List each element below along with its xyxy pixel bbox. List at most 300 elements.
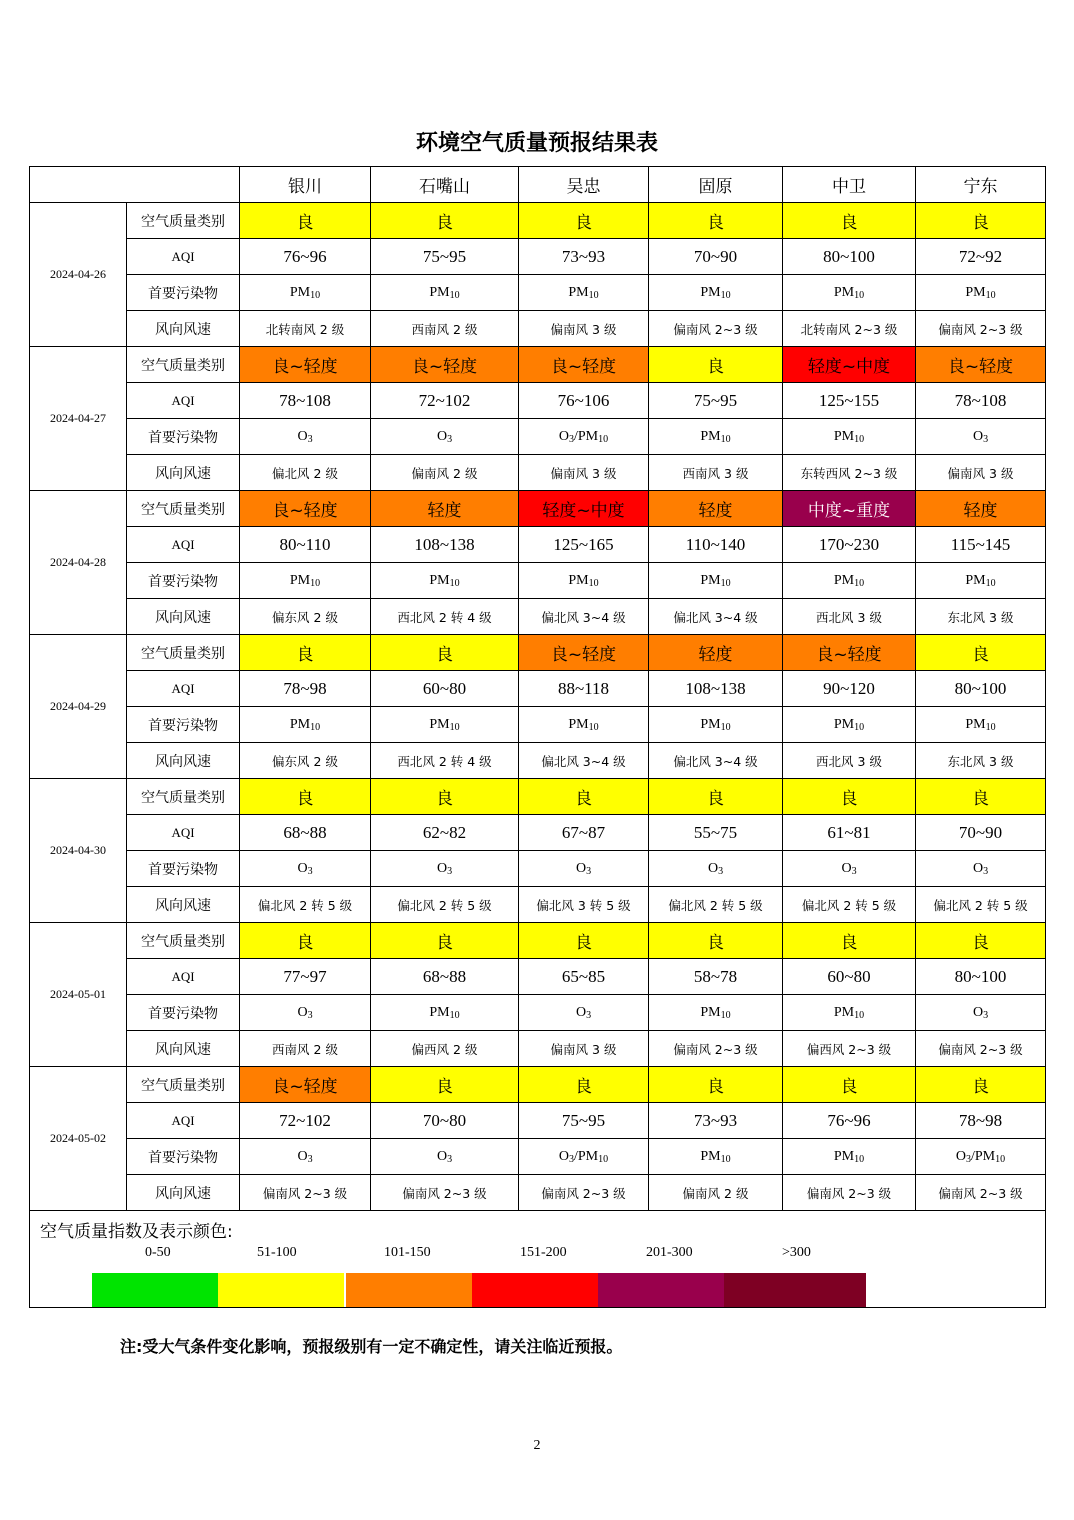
pollutant-cell xyxy=(519,995,649,1031)
pollutant-subscript: 10 xyxy=(449,721,460,733)
row-label: 首要污染物 xyxy=(127,275,240,311)
city-header: 中卫 xyxy=(783,167,916,203)
pollutant-cell xyxy=(649,707,783,743)
aq-category-cell: 良 xyxy=(783,1067,916,1103)
pollutant-text: O xyxy=(558,428,569,444)
pollutant-text: PM xyxy=(289,284,311,300)
aq-category-cell: 良~轻度 xyxy=(519,347,649,383)
pollutant-cell xyxy=(783,1139,916,1175)
aqi-cell: 75~95 xyxy=(649,383,783,419)
wind-cell: 东转西风 2~3 级 xyxy=(783,455,916,491)
row-label: 空气质量类别 xyxy=(127,347,240,383)
pollutant-subscript: 3 xyxy=(851,865,857,877)
aq-category-cell: 良~轻度 xyxy=(240,347,371,383)
day-row-category xyxy=(30,635,1046,671)
aq-category-cell: 良 xyxy=(371,203,519,239)
pollutant-text: O xyxy=(297,1148,308,1164)
pollutant-text: PM xyxy=(429,1004,450,1020)
pollutant-text: PM xyxy=(833,1148,855,1164)
wind-cell: 偏南风 2~3 级 xyxy=(519,1175,649,1211)
aqi-cell: 125~155 xyxy=(783,383,916,419)
aq-category-cell: 良 xyxy=(371,635,519,671)
legend-title: 空气质量指数及表示颜色: xyxy=(40,1222,233,1242)
wind-cell: 偏北风 2 级 xyxy=(240,455,371,491)
pollutant-cell xyxy=(649,275,783,311)
aqi-cell: 110~140 xyxy=(649,527,783,563)
pollutant-text: O xyxy=(972,860,984,876)
day-row-wind xyxy=(30,1175,1046,1211)
wind-cell: 东北风 3 级 xyxy=(916,743,1046,779)
pollutant-cell xyxy=(649,1139,783,1175)
pollutant-cell xyxy=(240,995,371,1031)
aqi-cell: 68~88 xyxy=(371,959,519,995)
pollutant-text: O xyxy=(436,860,448,876)
aq-category-cell: 良~轻度 xyxy=(783,635,916,671)
aqi-cell: 80~110 xyxy=(240,527,371,563)
pollutant-text: /PM xyxy=(574,1148,599,1164)
date-cell: 2024-04-26 xyxy=(30,203,127,347)
row-label: 空气质量类别 xyxy=(127,779,240,815)
pollutant-text: PM xyxy=(833,572,855,588)
aq-category-cell: 良 xyxy=(649,1067,783,1103)
row-label: AQI xyxy=(127,1103,240,1139)
city-header: 石嘴山 xyxy=(371,167,519,203)
pollutant-cell xyxy=(519,1139,649,1175)
legend-color-swatch xyxy=(598,1273,724,1307)
pollutant-subscript: 3 xyxy=(983,865,989,877)
aq-category-cell: 良 xyxy=(916,779,1046,815)
legend-color-swatch xyxy=(218,1273,344,1307)
pollutant-cell xyxy=(371,995,519,1031)
row-label: 风向风速 xyxy=(127,743,240,779)
day-row-wind xyxy=(30,455,1046,491)
wind-cell: 偏南风 2~3 级 xyxy=(240,1175,371,1211)
aqi-cell: 58~78 xyxy=(649,959,783,995)
row-label: 首要污染物 xyxy=(127,419,240,455)
pollutant-cell xyxy=(649,851,783,887)
legend-range-label: >300 xyxy=(782,1245,811,1260)
pollutant-text: O xyxy=(972,428,984,444)
forecast-note: 注:受大气条件变化影响，预报级别有一定不确定性，请关注临近预报。 xyxy=(120,1337,623,1356)
pollutant-text: O xyxy=(575,860,587,876)
aq-category-cell: 轻度 xyxy=(649,491,783,527)
pollutant-cell xyxy=(783,419,916,455)
city-header: 宁东 xyxy=(916,167,1046,203)
aqi-cell: 72~102 xyxy=(240,1103,371,1139)
wind-cell: 偏北风 3~4 级 xyxy=(649,599,783,635)
pollutant-text: O xyxy=(297,428,308,444)
wind-cell: 偏南风 2 级 xyxy=(649,1175,783,1211)
pollutant-text: O xyxy=(575,1004,587,1020)
pollutant-text: O xyxy=(955,1148,966,1164)
day-row-category xyxy=(30,923,1046,959)
pollutant-subscript: 3 xyxy=(586,1009,592,1021)
aq-category-cell: 轻度 xyxy=(371,491,519,527)
aqi-cell: 73~93 xyxy=(649,1103,783,1139)
pollutant-text: O xyxy=(972,1004,984,1020)
pollutant-text: PM xyxy=(700,716,721,732)
legend-row xyxy=(30,1211,1046,1308)
pollutant-subscript: 10 xyxy=(598,1153,609,1165)
legend-color-swatch xyxy=(92,1273,218,1307)
row-label: 首要污染物 xyxy=(127,1139,240,1175)
aqi-cell: 60~80 xyxy=(783,959,916,995)
pollutant-text: O xyxy=(707,860,719,876)
pollutant-text: PM xyxy=(965,716,986,732)
pollutant-subscript: 10 xyxy=(854,577,865,589)
aqi-cell: 76~96 xyxy=(240,239,371,275)
pollutant-subscript: 3 xyxy=(983,433,989,445)
pollutant-cell xyxy=(519,851,649,887)
row-label: 首要污染物 xyxy=(127,707,240,743)
pollutant-text: /PM xyxy=(574,428,599,444)
aqi-cell: 61~81 xyxy=(783,815,916,851)
row-label: 风向风速 xyxy=(127,599,240,635)
pollutant-subscript: 10 xyxy=(588,577,599,589)
city-header: 固原 xyxy=(649,167,783,203)
pollutant-text: PM xyxy=(700,428,721,444)
pollutant-cell xyxy=(371,1139,519,1175)
aq-category-cell: 良 xyxy=(519,923,649,959)
aq-category-cell: 良 xyxy=(519,1067,649,1103)
row-label: 风向风速 xyxy=(127,1031,240,1067)
wind-cell: 西南风 2 级 xyxy=(371,311,519,347)
wind-cell: 偏东风 2 级 xyxy=(240,599,371,635)
row-label: 首要污染物 xyxy=(127,995,240,1031)
pollutant-cell xyxy=(783,851,916,887)
date-cell: 2024-05-02 xyxy=(30,1067,127,1211)
date-cell: 2024-05-01 xyxy=(30,923,127,1067)
pollutant-subscript: 10 xyxy=(985,721,996,733)
aqi-cell: 72~92 xyxy=(916,239,1046,275)
wind-cell: 偏南风 3 级 xyxy=(916,455,1046,491)
day-row-wind xyxy=(30,743,1046,779)
aq-category-cell: 中度~重度 xyxy=(783,491,916,527)
pollutant-subscript: 10 xyxy=(449,577,460,589)
pollutant-subscript: 10 xyxy=(720,433,731,445)
wind-cell: 偏南风 3 级 xyxy=(519,1031,649,1067)
aqi-cell: 72~102 xyxy=(371,383,519,419)
pollutant-subscript: 10 xyxy=(588,289,599,301)
wind-cell: 偏西风 2~3 级 xyxy=(783,1031,916,1067)
header-row xyxy=(30,167,1046,203)
pollutant-cell xyxy=(371,419,519,455)
pollutant-subscript: 10 xyxy=(310,289,321,301)
pollutant-subscript: 10 xyxy=(598,433,609,445)
wind-cell: 西南风 3 级 xyxy=(649,455,783,491)
wind-cell: 偏南风 2~3 级 xyxy=(371,1175,519,1211)
page-title: 环境空气质量预报结果表 xyxy=(415,131,658,156)
pollutant-cell xyxy=(371,851,519,887)
row-label: 风向风速 xyxy=(127,455,240,491)
corner-cell xyxy=(30,167,240,203)
wind-cell: 偏北风 2 转 5 级 xyxy=(783,887,916,923)
aqi-cell: 70~80 xyxy=(371,1103,519,1139)
pollutant-subscript: 10 xyxy=(720,1153,731,1165)
pollutant-text: PM xyxy=(700,1148,721,1164)
aqi-cell: 76~96 xyxy=(783,1103,916,1139)
day-row-aqi xyxy=(30,671,1046,707)
aqi-cell: 80~100 xyxy=(916,671,1046,707)
aqi-cell: 108~138 xyxy=(371,527,519,563)
wind-cell: 偏南风 2~3 级 xyxy=(916,1175,1046,1211)
pollutant-cell xyxy=(519,563,649,599)
pollutant-cell xyxy=(916,995,1046,1031)
aq-category-cell: 良~轻度 xyxy=(371,347,519,383)
day-row-category xyxy=(30,779,1046,815)
aq-category-cell: 轻度 xyxy=(916,491,1046,527)
wind-cell: 东北风 3 级 xyxy=(916,599,1046,635)
aq-category-cell: 良 xyxy=(783,779,916,815)
wind-cell: 偏东风 2 级 xyxy=(240,743,371,779)
pollutant-subscript: 10 xyxy=(720,1009,731,1021)
legend-range-label: 201-300 xyxy=(646,1245,693,1260)
aq-category-cell: 良 xyxy=(649,779,783,815)
wind-cell: 偏北风 2 转 5 级 xyxy=(240,887,371,923)
wind-cell: 偏北风 2 转 5 级 xyxy=(916,887,1046,923)
pollutant-text: PM xyxy=(568,284,589,300)
pollutant-subscript: 3 xyxy=(966,1153,971,1165)
pollutant-text: PM xyxy=(833,428,855,444)
pollutant-cell xyxy=(519,419,649,455)
date-cell: 2024-04-29 xyxy=(30,635,127,779)
day-row-wind xyxy=(30,1031,1046,1067)
aq-category-cell: 良~轻度 xyxy=(240,491,371,527)
wind-cell: 西南风 2 级 xyxy=(240,1031,371,1067)
aq-category-cell: 良 xyxy=(783,923,916,959)
legend-color-swatch xyxy=(472,1273,598,1307)
day-row-aqi xyxy=(30,239,1046,275)
aq-category-cell: 良 xyxy=(519,779,649,815)
aqi-cell: 115~145 xyxy=(916,527,1046,563)
aq-category-cell: 轻度~中度 xyxy=(519,491,649,527)
aq-category-cell: 良 xyxy=(240,203,371,239)
pollutant-subscript: 10 xyxy=(854,721,865,733)
pollutant-cell xyxy=(783,995,916,1031)
wind-cell: 北转南风 2~3 级 xyxy=(783,311,916,347)
pollutant-cell xyxy=(916,1139,1046,1175)
pollutant-subscript: 10 xyxy=(985,289,996,301)
row-label: 风向风速 xyxy=(127,887,240,923)
aq-category-cell: 良 xyxy=(519,203,649,239)
aq-category-cell: 良 xyxy=(371,923,519,959)
aqi-cell: 73~93 xyxy=(519,239,649,275)
pollutant-cell xyxy=(240,851,371,887)
pollutant-text: PM xyxy=(429,572,450,588)
pollutant-text: PM xyxy=(429,284,450,300)
aqi-cell: 90~120 xyxy=(783,671,916,707)
date-cell: 2024-04-28 xyxy=(30,491,127,635)
wind-cell: 偏北风 3~4 级 xyxy=(519,599,649,635)
aq-category-cell: 良 xyxy=(240,923,371,959)
aqi-cell: 78~108 xyxy=(916,383,1046,419)
wind-cell: 偏南风 3 级 xyxy=(519,311,649,347)
pollutant-cell xyxy=(371,563,519,599)
aqi-cell: 80~100 xyxy=(916,959,1046,995)
aq-category-cell: 良 xyxy=(649,923,783,959)
pollutant-cell xyxy=(240,419,371,455)
pollutant-cell xyxy=(783,707,916,743)
pollutant-subscript: 10 xyxy=(854,289,865,301)
aqi-cell: 78~98 xyxy=(916,1103,1046,1139)
day-row-pollutant xyxy=(30,707,1046,743)
pollutant-text: PM xyxy=(965,284,986,300)
forecast-table xyxy=(29,166,1046,1308)
pollutant-cell xyxy=(916,851,1046,887)
aqi-cell: 77~97 xyxy=(240,959,371,995)
pollutant-subscript: 3 xyxy=(307,1009,313,1021)
pollutant-subscript: 3 xyxy=(307,865,313,877)
day-row-aqi xyxy=(30,383,1046,419)
aq-category-cell: 良~轻度 xyxy=(916,347,1046,383)
day-row-pollutant xyxy=(30,563,1046,599)
row-label: 空气质量类别 xyxy=(127,203,240,239)
aqi-cell: 62~82 xyxy=(371,815,519,851)
pollutant-text: O xyxy=(436,1148,448,1164)
pollutant-subscript: 10 xyxy=(854,433,865,445)
pollutant-cell xyxy=(240,1139,371,1175)
aqi-cell: 78~108 xyxy=(240,383,371,419)
aqi-cell: 108~138 xyxy=(649,671,783,707)
day-row-aqi xyxy=(30,815,1046,851)
aqi-cell: 65~85 xyxy=(519,959,649,995)
row-label: 空气质量类别 xyxy=(127,635,240,671)
aqi-cell: 70~90 xyxy=(649,239,783,275)
pollutant-subscript: 3 xyxy=(307,1153,313,1165)
wind-cell: 西北风 2 转 4 级 xyxy=(371,743,519,779)
pollutant-subscript: 3 xyxy=(447,1153,453,1165)
day-row-pollutant xyxy=(30,419,1046,455)
wind-cell: 西北风 3 级 xyxy=(783,743,916,779)
aq-category-cell: 轻度~中度 xyxy=(783,347,916,383)
wind-cell: 偏南风 2~3 级 xyxy=(916,311,1046,347)
day-row-pollutant xyxy=(30,995,1046,1031)
row-label: 空气质量类别 xyxy=(127,923,240,959)
aq-category-cell: 良 xyxy=(783,203,916,239)
pollutant-cell xyxy=(240,563,371,599)
pollutant-subscript: 3 xyxy=(586,865,592,877)
pollutant-cell xyxy=(649,419,783,455)
aq-category-cell: 良 xyxy=(649,203,783,239)
wind-cell: 偏南风 2~3 级 xyxy=(916,1031,1046,1067)
legend-color-swatch xyxy=(724,1273,866,1307)
pollutant-subscript: 10 xyxy=(720,577,731,589)
date-cell: 2024-04-27 xyxy=(30,347,127,491)
day-row-aqi xyxy=(30,527,1046,563)
wind-cell: 偏北风 3~4 级 xyxy=(649,743,783,779)
aq-category-cell: 良~轻度 xyxy=(519,635,649,671)
pollutant-text: O xyxy=(841,860,852,876)
row-label: 首要污染物 xyxy=(127,851,240,887)
pollutant-text: PM xyxy=(700,572,721,588)
pollutant-cell xyxy=(916,275,1046,311)
aq-category-cell: 良 xyxy=(371,1067,519,1103)
aqi-cell: 76~106 xyxy=(519,383,649,419)
aqi-cell: 55~75 xyxy=(649,815,783,851)
legend-range-label: 101-150 xyxy=(384,1245,431,1260)
pollutant-text: PM xyxy=(700,284,721,300)
pollutant-cell xyxy=(783,563,916,599)
wind-cell: 西北风 2 转 4 级 xyxy=(371,599,519,635)
wind-cell: 偏南风 2~3 级 xyxy=(649,311,783,347)
city-header: 吴忠 xyxy=(519,167,649,203)
pollutant-text: PM xyxy=(289,716,311,732)
pollutant-text: PM xyxy=(833,1004,855,1020)
day-row-category xyxy=(30,491,1046,527)
legend-range-label: 151-200 xyxy=(520,1245,567,1260)
aq-category-cell: 良 xyxy=(916,203,1046,239)
pollutant-text: PM xyxy=(568,572,589,588)
wind-cell: 偏北风 3 转 5 级 xyxy=(519,887,649,923)
pollutant-cell xyxy=(649,995,783,1031)
wind-cell: 偏北风 2 转 5 级 xyxy=(649,887,783,923)
pollutant-cell xyxy=(371,707,519,743)
pollutant-text: O xyxy=(558,1148,569,1164)
aqi-cell: 125~165 xyxy=(519,527,649,563)
row-label: 风向风速 xyxy=(127,311,240,347)
day-row-wind xyxy=(30,311,1046,347)
day-row-category xyxy=(30,1067,1046,1103)
wind-cell: 偏南风 2~3 级 xyxy=(649,1031,783,1067)
aqi-cell: 75~95 xyxy=(519,1103,649,1139)
pollutant-subscript: 10 xyxy=(449,1009,460,1021)
pollutant-text: PM xyxy=(289,572,311,588)
legend-color-swatch xyxy=(346,1273,472,1307)
wind-cell: 偏北风 3~4 级 xyxy=(519,743,649,779)
pollutant-subscript: 10 xyxy=(310,721,321,733)
aqi-cell: 60~80 xyxy=(371,671,519,707)
legend-cell xyxy=(30,1211,1046,1308)
pollutant-cell xyxy=(371,275,519,311)
pollutant-cell xyxy=(240,707,371,743)
wind-cell: 偏西风 2 级 xyxy=(371,1031,519,1067)
pollutant-subscript: 3 xyxy=(447,865,453,877)
pollutant-text: /PM xyxy=(971,1148,996,1164)
aqi-cell: 78~98 xyxy=(240,671,371,707)
row-label: 空气质量类别 xyxy=(127,491,240,527)
date-cell: 2024-04-30 xyxy=(30,779,127,923)
wind-cell: 偏南风 3 级 xyxy=(519,455,649,491)
pollutant-subscript: 10 xyxy=(854,1009,865,1021)
row-label: AQI xyxy=(127,239,240,275)
pollutant-subscript: 10 xyxy=(985,577,996,589)
day-row-category xyxy=(30,347,1046,383)
aq-category-cell: 良 xyxy=(371,779,519,815)
pollutant-subscript: 3 xyxy=(569,433,574,445)
pollutant-subscript: 10 xyxy=(720,721,731,733)
pollutant-text: PM xyxy=(833,716,855,732)
aqi-cell: 70~90 xyxy=(916,815,1046,851)
aq-category-cell: 良 xyxy=(916,1067,1046,1103)
aqi-cell: 68~88 xyxy=(240,815,371,851)
aq-category-cell: 良~轻度 xyxy=(240,1067,371,1103)
pollutant-subscript: 3 xyxy=(447,433,453,445)
pollutant-subscript: 3 xyxy=(718,865,724,877)
day-row-pollutant xyxy=(30,275,1046,311)
wind-cell: 偏南风 2 级 xyxy=(371,455,519,491)
pollutant-text: PM xyxy=(700,1004,721,1020)
aq-category-cell: 轻度 xyxy=(649,635,783,671)
pollutant-text: PM xyxy=(568,716,589,732)
pollutant-text: O xyxy=(297,860,308,876)
aqi-cell: 80~100 xyxy=(783,239,916,275)
row-label: 风向风速 xyxy=(127,1175,240,1211)
row-label: AQI xyxy=(127,527,240,563)
legend-range-label: 0-50 xyxy=(145,1245,171,1260)
pollutant-subscript: 3 xyxy=(983,1009,989,1021)
aq-category-cell: 良 xyxy=(240,635,371,671)
row-label: AQI xyxy=(127,671,240,707)
